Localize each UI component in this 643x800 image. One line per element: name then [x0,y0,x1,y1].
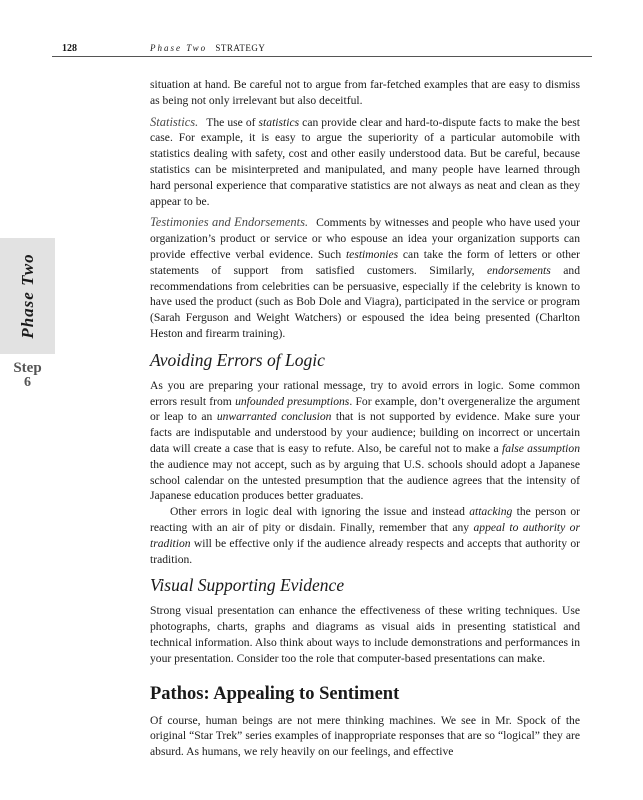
emphasis: statistics [258,115,300,129]
text-run: the audience may not accept, such as by arguing that U.S. schools should adopt a Japanese school calendar on the untested presumption that the audience agrees that the intensity of Japanese education produces better graduates. [150,457,580,503]
page-header [0,40,643,56]
text-run: can provide clear and hard-to-dispute facts to make the best case. For example, it is easy to argue the superiority of a particular automobile with statistics dealing with safety, cost and other easily understood data. But be careful, because statistics can be misinterpreted and manipulated, and many people have learned through hard personal experience that comparative statistics are not always as neat and clean as they appear to be. [150,115,580,208]
emphasis: endorsements [487,263,551,277]
text-run: and recommendations from celebrities can be persuasive, especially if the celebrity is known to have used the product (such as Bob Dole and Viagra), participated in the service or program (Sarah Ferguson and Weight Watchers) or espoused the idea being presented (Charlton Heston and firearm training). [150,263,581,340]
emphasis: appeal to authority or tradition [150,520,580,550]
step-marker [0,360,55,390]
emphasis: unwarranted conclusion [216,410,332,424]
main-content [150,77,580,766]
phase-side-tab [0,238,55,354]
testimonies-run-in-head: Testimonies and Endorsements. [150,215,309,230]
text-run: the person or reacting with an air of pity or disdain. Finally, remember that any [150,505,581,534]
text-run: As you are preparing your rational message, try to avoid errors in logic. Some common errors result from [150,378,580,408]
running-header [150,43,265,53]
step-number: 6 [24,375,31,390]
text-run: Other errors in logic deal with ignoring the issue and instead [170,505,470,519]
emphasis: false assumption [501,441,580,455]
heading-avoiding-errors: Avoiding Errors of Logic [150,349,325,370]
emphasis: attacking [469,505,513,519]
text-run: that is not supported by evidence. Make sure your facts are indisputable and understood by your audience; building on incorrect or uncertain data will create a case that is easy to refute. Also, be careful not to make a [150,410,580,455]
paragraph-intro: situation at hand. Be careful not to argue from far-fetched examples that are easy to dismiss as being not only irrelevant but also deceitful. [150,78,580,107]
text-run: . For example, don’t overgeneralize the argument or leap to an [150,394,580,424]
paragraph-other-errors [150,504,580,567]
paragraph-statistics [150,115,580,210]
text-run: The use of [206,115,259,129]
paragraph-avoiding-errors [150,378,580,504]
heading-pathos: Pathos: Appealing to Sentiment [150,683,400,704]
paragraph-visual-evidence: Strong visual presentation can enhance the effectiveness of these writing techniques. Use photographs, charts, graphs and diagrams as visual aids in presenting statistical and technical information. Also think about ways to include demonstrations and performances in your presentation. Consider too the role that computer-based presentations can make. [150,604,580,665]
emphasis: unfounded presumptions [235,394,350,408]
paragraph-pathos: Of course, human beings are not mere thinking machines. We see in Mr. Spock of the original “Star Trek” series examples of inappropriate responses that are so “logical” they are absurd. As humans, we rely heavily on our feelings, and effective [150,713,580,759]
phase-tab-label: Phase Two [18,253,37,339]
emphasis: testimonies [345,247,399,261]
text-run: will be effective only if the audience already respects and accepts that authority or tradition. [150,536,580,566]
statistics-run-in-head: Statistics. [150,114,199,129]
page-number: 128 [62,43,77,54]
heading-visual-evidence: Visual Supporting Evidence [150,575,345,596]
header-rule [52,56,592,57]
running-header-phase: Phase Two [150,43,208,53]
paragraph-testimonies [150,215,580,341]
text-run: can take the form of letters or other statements of support from satisfied customers. Similarly, [150,247,580,277]
running-header-section: STRATEGY [215,43,266,53]
step-label: Step [13,360,42,376]
text-run: Comments by witnesses and people who have used your organization’s product or service or who espouse an idea your organization supports can provide effective verbal evidence. Such [150,216,581,261]
